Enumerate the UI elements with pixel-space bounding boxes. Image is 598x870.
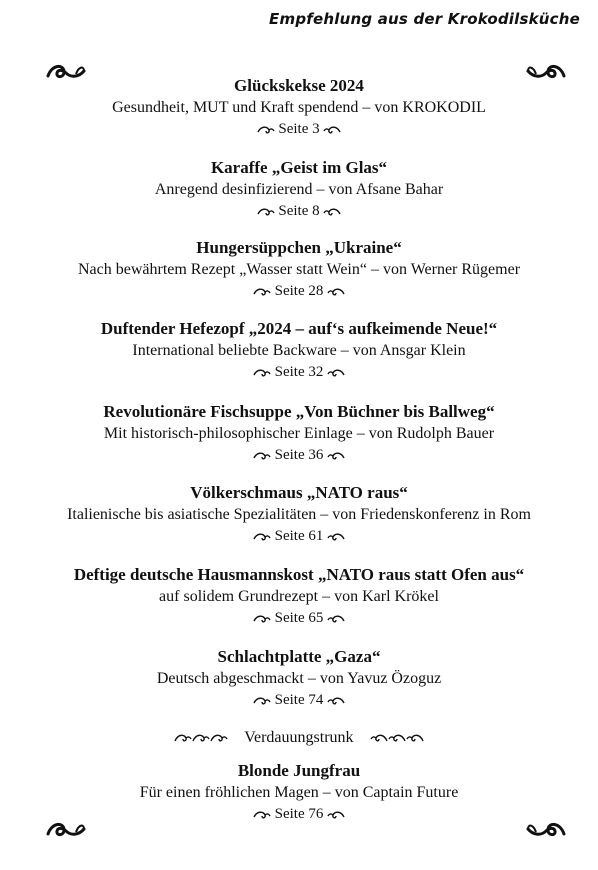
- entry-description: Nach bewährtem Rezept „Wasser statt Wein“ – von Werner Rügemer: [77, 261, 521, 278]
- entry-page-label: Seite 36: [274, 447, 324, 463]
- entry-title: Deftige deutsche Hausmannskost „NATO raus statt Ofen aus“: [73, 565, 525, 584]
- menu-entry: [0, 75, 598, 140]
- entry-title: Blonde Jungfrau: [237, 761, 361, 780]
- leaf-ornament-icon: [323, 207, 341, 217]
- entry-page-label: Seite 61: [274, 528, 324, 544]
- swirl-divider-icon: [368, 732, 424, 744]
- leaf-ornament-icon: [327, 287, 345, 297]
- entry-description: Für einen fröhlichen Magen – von Captain Future: [139, 784, 459, 801]
- leaf-ornament-icon: [253, 696, 271, 706]
- menu-entry: [0, 482, 598, 547]
- entry-description: auf solidem Grundrezept – von Karl Krökel: [159, 588, 439, 605]
- entry-page: [0, 118, 598, 140]
- entry-title: Duftender Hefezopf „2024 – auf‘s aufkeimende Neue!“: [100, 319, 498, 338]
- leaf-ornament-icon: [327, 614, 345, 624]
- entry-page: [0, 200, 598, 222]
- entry-description: International beliebte Backware – von Ansgar Klein: [132, 342, 466, 359]
- menu-entry: [0, 646, 598, 711]
- entry-title: Völkerschmaus „NATO raus“: [190, 483, 408, 502]
- entry-page: [0, 689, 598, 711]
- leaf-ornament-icon: [323, 125, 341, 135]
- entry-page: [0, 280, 598, 302]
- entry-title: Karaffe „Geist im Glas“: [210, 158, 388, 177]
- leaf-ornament-icon: [253, 614, 271, 624]
- entry-title: Hungersüppchen „Ukraine“: [196, 238, 402, 257]
- menu-entry: [0, 401, 598, 466]
- entry-page-label: Seite 76: [274, 806, 324, 822]
- entry-page-label: Seite 28: [274, 283, 324, 299]
- entry-page-label: Seite 3: [278, 121, 320, 137]
- entry-page: [0, 525, 598, 547]
- leaf-ornament-icon: [327, 696, 345, 706]
- entry-page-label: Seite 65: [274, 610, 324, 626]
- leaf-ornament-icon: [327, 532, 345, 542]
- leaf-ornament-icon: [253, 368, 271, 378]
- entry-page: [0, 444, 598, 466]
- entry-page: [0, 803, 598, 825]
- leaf-ornament-icon: [253, 451, 271, 461]
- entry-description: Deutsch abgeschmackt – von Yavuz Özoguz: [156, 670, 442, 687]
- menu-entry: [0, 564, 598, 629]
- leaf-ornament-icon: [253, 287, 271, 297]
- entry-page-label: Seite 32: [274, 364, 324, 380]
- entry-page-label: Seite 74: [274, 692, 324, 708]
- menu-entry: [0, 318, 598, 383]
- entry-page-label: Seite 8: [278, 203, 320, 219]
- swirl-divider-icon: [174, 732, 230, 744]
- entry-page: [0, 361, 598, 383]
- menu-entry: [0, 157, 598, 222]
- entry-description: Mit historisch-philosophischer Einlage – von Rudolph Bauer: [103, 425, 495, 442]
- leaf-ornament-icon: [327, 451, 345, 461]
- menu-entry: [0, 237, 598, 302]
- leaf-ornament-icon: [327, 810, 345, 820]
- menu-entry: [0, 760, 598, 825]
- entry-title: Glückskekse 2024: [234, 76, 364, 95]
- leaf-ornament-icon: [327, 368, 345, 378]
- entry-description: Italienische bis asiatische Spezialitäten – von Friedenskonferenz in Rom: [67, 506, 531, 523]
- entry-page: [0, 607, 598, 629]
- leaf-ornament-icon: [253, 532, 271, 542]
- leaf-ornament-icon: [257, 125, 275, 135]
- divider-label: Verdauungstrunk: [244, 729, 354, 746]
- page-header: Empfehlung aus der Krokodilsküche: [269, 10, 580, 28]
- leaf-ornament-icon: [257, 207, 275, 217]
- entry-title: Schlachtplatte „Gaza“: [217, 647, 381, 666]
- section-divider: [0, 727, 598, 749]
- entry-description: Anregend desinfizierend – von Afsane Bahar: [154, 181, 444, 198]
- entry-title: Revolutionäre Fischsuppe „Von Büchner bis Ballweg“: [103, 402, 495, 421]
- leaf-ornament-icon: [253, 810, 271, 820]
- entry-description: Gesundheit, MUT und Kraft spendend – von KROKODIL: [112, 99, 486, 116]
